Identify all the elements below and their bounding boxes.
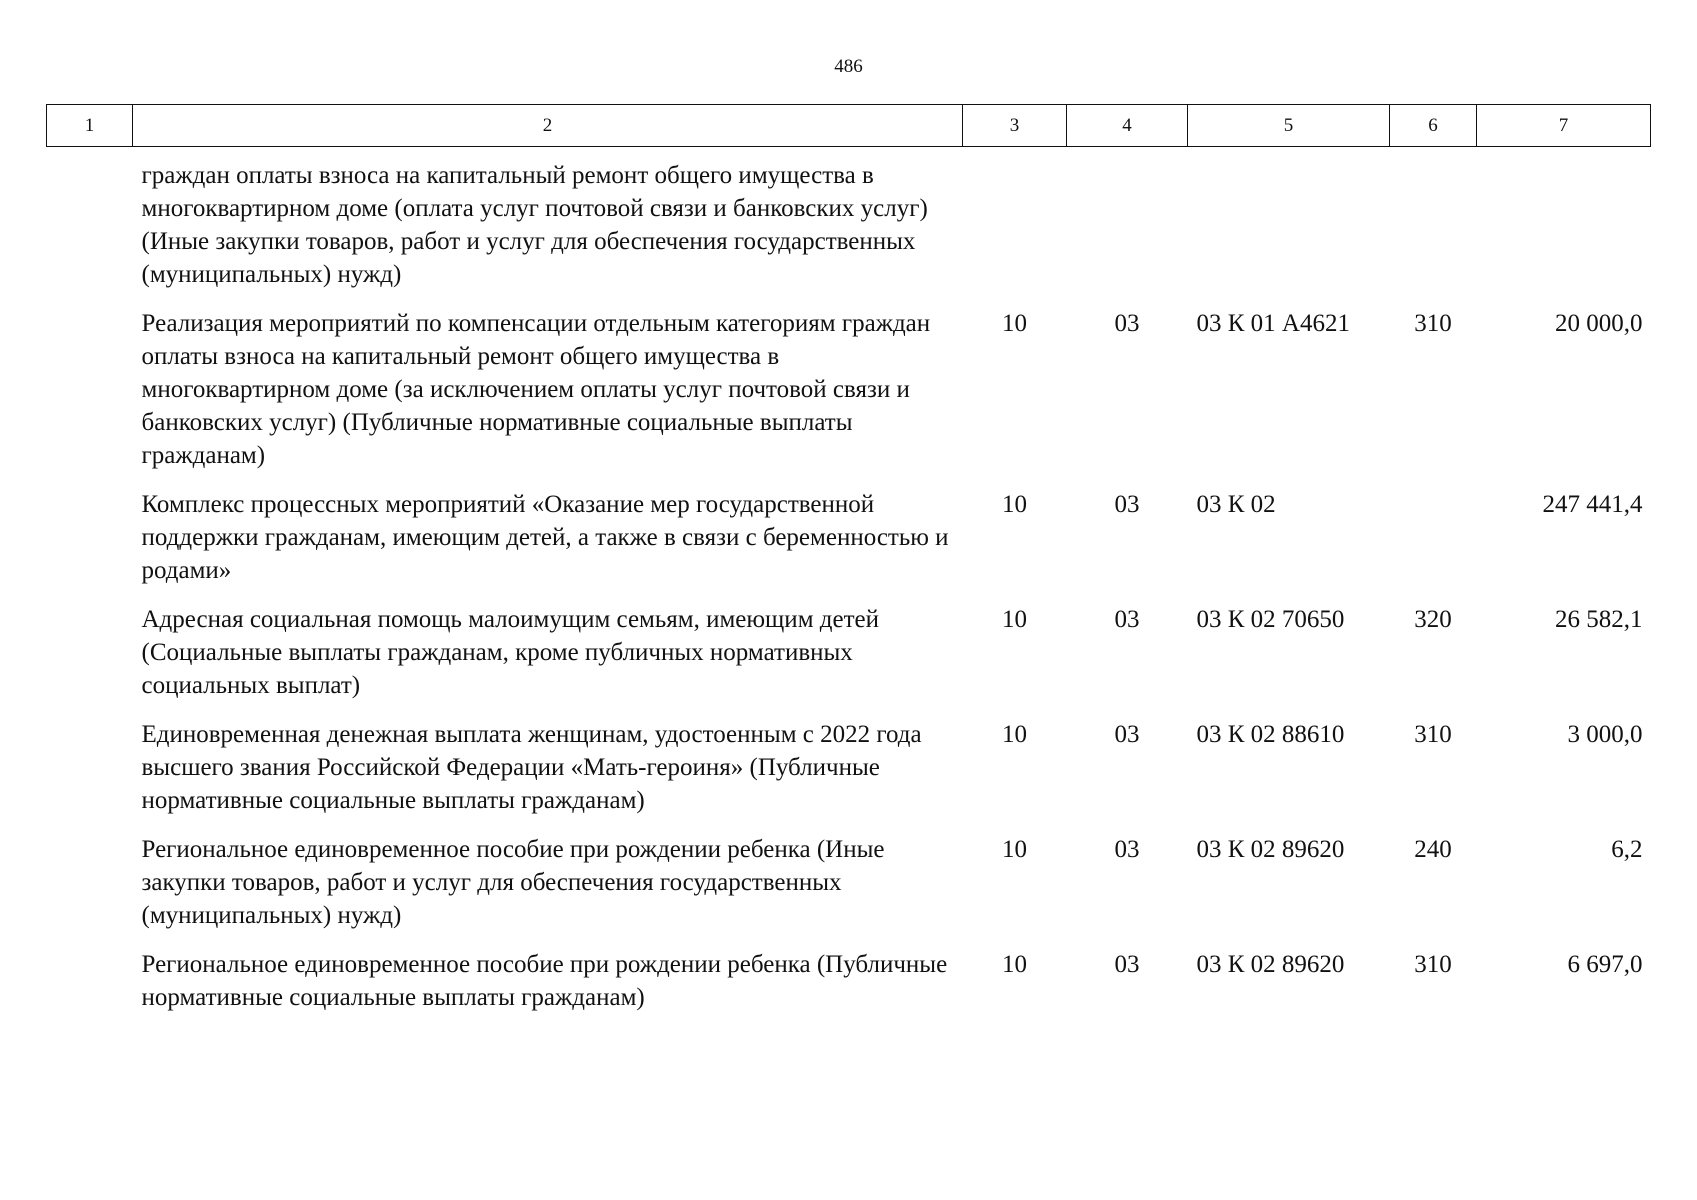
table-row — [47, 603, 1651, 718]
section-code: 10 — [1002, 721, 1027, 748]
expense-type-code — [1390, 147, 1477, 308]
row-number-cell — [47, 603, 133, 718]
target-article-code: 03 К 02 89620 — [1196, 951, 1345, 978]
amount: 20 000,0 — [1555, 310, 1643, 337]
section-code: 10 — [1002, 606, 1027, 633]
section-code: 10 — [1002, 836, 1027, 863]
expense-type-code: 310 — [1414, 721, 1452, 748]
table-row — [47, 488, 1651, 603]
subsection-code: 03 — [1114, 491, 1140, 518]
expense-name: Региональное единовременное пособие при рождении ребенка (Иные закупки товаров, работ и услуг для обеспечения государственных (муниципальных) нужд) — [141, 836, 885, 929]
table-row — [47, 307, 1651, 488]
column-header-2: 2 — [133, 105, 963, 147]
target-article-code: 03 К 02 70650 — [1196, 606, 1345, 633]
column-header-4: 4 — [1067, 105, 1188, 147]
row-number-cell — [47, 833, 133, 948]
target-article-code: 03 К 01 А4621 — [1196, 310, 1350, 337]
section-code: 10 — [1002, 951, 1027, 978]
expense-type-code: 310 — [1414, 951, 1452, 978]
subsection-code: 03 — [1114, 836, 1140, 863]
expense-name: Адресная социальная помощь малоимущим семьям, имеющим детей (Социальные выплаты гражданам, кроме публичных нормативных социальных выплат) — [141, 606, 879, 699]
target-article-code: 03 К 02 89620 — [1196, 836, 1345, 863]
subsection-code: 03 — [1114, 721, 1140, 748]
section-code — [963, 147, 1067, 308]
subsection-code: 03 — [1114, 606, 1140, 633]
target-article-code: 03 К 02 — [1196, 491, 1276, 518]
amount: 6,2 — [1611, 836, 1643, 863]
row-number-cell — [47, 718, 133, 833]
column-header-5: 5 — [1188, 105, 1390, 147]
amount: 247 441,4 — [1542, 491, 1643, 518]
column-header-7: 7 — [1477, 105, 1651, 147]
subsection-code: 03 — [1114, 951, 1140, 978]
expense-type-code — [1390, 488, 1477, 603]
page-number: 486 — [834, 56, 863, 77]
expense-type-code: 320 — [1414, 606, 1452, 633]
expense-name: граждан оплаты взноса на капитальный ремонт общего имущества в многоквартирном доме (оплата услуг почтовой связи и банковских услуг) (Иные закупки товаров, работ и услуг для обеспечения государственных (муниципальных) нужд) — [141, 162, 928, 288]
row-number-cell — [47, 948, 133, 1030]
subsection-code — [1067, 147, 1188, 308]
column-header-3: 3 — [963, 105, 1067, 147]
amount — [1477, 147, 1651, 308]
amount: 6 697,0 — [1567, 951, 1643, 978]
expense-type-code: 240 — [1414, 836, 1452, 863]
target-article-code — [1188, 147, 1390, 308]
table-row — [47, 718, 1651, 833]
column-header-1: 1 — [47, 105, 133, 147]
table-row — [47, 833, 1651, 948]
column-header-6: 6 — [1390, 105, 1477, 147]
expense-name: Реализация мероприятий по компенсации отдельным категориям граждан оплаты взноса на капитальный ремонт общего имущества в многоквартирном доме (за исключением оплаты услуг почтовой связи и банковских услуг) (Публичные нормативные социальные выплаты гражданам) — [141, 310, 931, 469]
target-article-code: 03 К 02 88610 — [1196, 721, 1345, 748]
expense-type-code: 310 — [1414, 310, 1452, 337]
row-number-cell — [47, 488, 133, 603]
table-row — [47, 948, 1651, 1030]
row-number-cell — [47, 147, 133, 308]
expense-name: Комплекс процессных мероприятий «Оказание мер государственной поддержки гражданам, имеющим детей, а также в связи с беременностью и родами» — [141, 491, 949, 584]
expense-name: Региональное единовременное пособие при рождении ребенка (Публичные нормативные социальные выплаты гражданам) — [141, 951, 948, 1011]
expense-name: Единовременная денежная выплата женщинам, удостоенным с 2022 года высшего звания Российской Федерации «Мать-героиня» (Публичные нормативные социальные выплаты гражданам) — [141, 721, 922, 814]
amount: 3 000,0 — [1567, 721, 1643, 748]
section-code: 10 — [1002, 491, 1027, 518]
subsection-code: 03 — [1114, 310, 1140, 337]
header-row — [47, 105, 1651, 147]
section-code: 10 — [1002, 310, 1027, 337]
budget-table — [46, 104, 1651, 1030]
amount: 26 582,1 — [1555, 606, 1643, 633]
row-number-cell — [47, 307, 133, 488]
table-row — [47, 147, 1651, 308]
